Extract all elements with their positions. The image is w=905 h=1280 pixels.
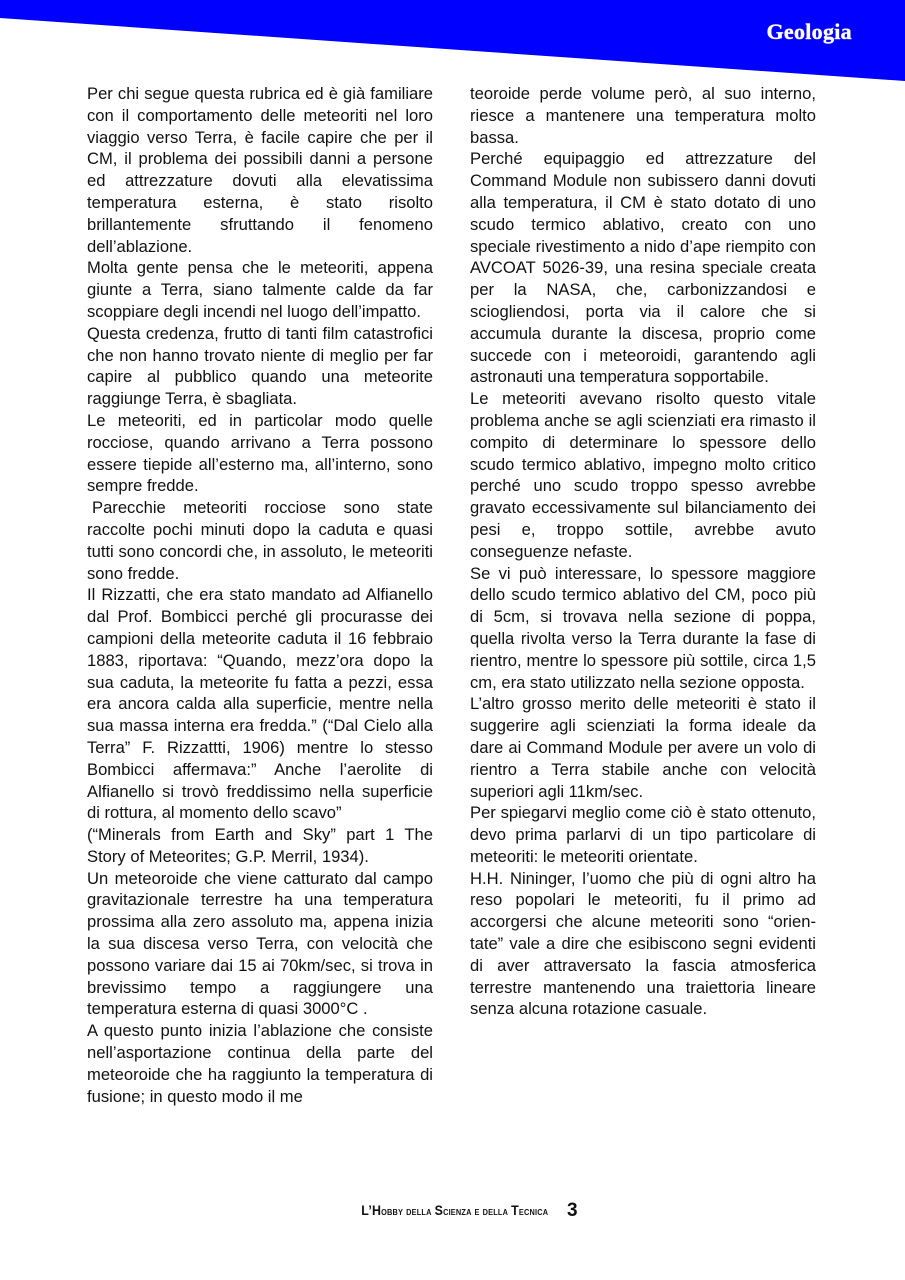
section-title: Geologia (766, 19, 852, 44)
article-column-right (470, 83, 816, 1020)
page-number: 3 (567, 1200, 578, 1221)
paragraph: Le meteoriti, ed in particolar modo quelle rocciose, quando arrivano a Terra possono essere tiepide all’esterno ma, all’interno, sono sempre fredde. (87, 410, 433, 496)
article-column-left (87, 83, 433, 1107)
paragraph: Per chi segue questa rubrica ed è già familiare con il comportamento delle meteoriti nel loro viaggio verso Terra, è facile capire che per il CM, il problema dei possibili danni a persone ed attrezzature dovuti alla elevatissima temperatura esterna, è stato risolto brillantemente sfruttando il fenomeno dell’ablazione. (87, 84, 433, 256)
paragraph: Per spiegarvi meglio come ciò è stato ottenuto, devo prima parlarvi di un tipo particolare di meteoriti: le meteoriti orientate. (470, 803, 816, 866)
publication-title: L’Hobby della Scienza e della Tecnica (361, 1203, 549, 1218)
paragraph: Questa credenza, frutto di tanti film catastrofici che non hanno trovato niente di meglio per far capire al pubblico quando una meteorite raggiunge Terra, è sbagliata. (87, 323, 433, 409)
paragraph: L’altro grosso merito delle meteoriti è stato il suggerire agli scienziati la forma ideale da dare ai Command Module per avere un volo di rientro a Terra stabile anche con velocità superiori agli 11km/sec. (470, 694, 816, 801)
paragraph: Perché equipaggio ed attrezzature del Command Module non subissero danni dovuti alla temperatura, il CM è stato dotato di uno scudo termico ablativo, creato con uno speciale rivestimento a nido d’ape riempito con AVCOAT 5026-39, una resina speciale creata per la NASA, che, carbonizzandosi e sciogliendosi, porta via il calore che si accumula durante la discesa, proprio come succede con i meteoroidi, garantendo agli astronauti una temperatura sopportabile. (470, 149, 816, 387)
paragraph: Se vi può interessare, lo spessore maggiore dello scudo termico ablativo del CM, poco più di 5cm, si trovava nella sezione di poppa, quella rivolta verso la Terra durante la fase di rientro, mentre lo spessore più sottile, circa 1,5 cm, era stato utilizzato nella sezione opposta. (470, 563, 816, 692)
paragraph: Un meteoroide che viene catturato dal campo gravitazionale terrestre ha una temperatura prossima alla zero assoluto ma, appena inizia la sua discesa verso Terra, con velocità che possono variare dai 15 ai 70km/sec, si trova in brevissimo tempo a raggiungere una temperatura esterna di quasi 3000°C . (87, 868, 433, 1019)
page-footer (0, 1200, 905, 1222)
citation: (“Minerals from Earth and Sky” part 1 The Story of Meteorites; G.P. Merril, 1934). (87, 825, 433, 866)
paragraph: Le meteoriti avevano risolto questo vitale problema anche se agli scienziati era rimasto il compito di determinare lo spessore dello scudo termico ablativo, impegno molto critico perché uno scudo troppo spesso avrebbe gravato eccessivamente sul bilanciamento dei pesi e, troppo sottile, avrebbe avuto conseguenze nefaste. (470, 389, 816, 561)
paragraph: A questo punto inizia l’ablazione che consiste nell’asportazione continua della parte del meteoroide che ha raggiunto la temperatura di fusione; in questo modo il me (87, 1021, 433, 1106)
paragraph: Parecchie meteoriti rocciose sono state raccolte pochi minuti dopo la caduta e quasi tutti sono concordi che, in assoluto, le meteoriti sono fredde. (87, 498, 433, 583)
paragraph: H.H. Nininger, l’uomo che più di ogni altro ha reso popolari le meteoriti, fu il primo ad accorgersi che alcune meteoriti sono “orientate” vale a dire che esibiscono segni evidenti di aver attraversato la fascia atmosferica terrestre mantenendo una traiettoria lineare senza alcuna rotazione casuale. (470, 868, 816, 1019)
paragraph: teoroide perde volume però, al suo interno, riesce a mantenere una temperatura molto bassa. (470, 84, 816, 147)
paragraph: Il Rizzatti, che era stato mandato ad Alfianello dal Prof. Bombicci perché gli procurasse dei campioni della meteorite caduta il 16 febbraio 1883, riportava: “Quando, mezz’ora dopo la sua caduta, la meteorite fu fatta a pezzi, essa era ancora calda alla superficie, mentre nella sua massa interna era fredda.” (“Dal Cielo alla Terra” F. Rizzattti, 1906) mentre lo stesso Bombicci affermava:” Anche l’aerolite di Alfianello si trovò freddissimo nella superficie di rottura, al momento dello scavo” (87, 585, 433, 823)
paragraph: Molta gente pensa che le meteoriti, appena giunte a Terra, siano talmente calde da far scoppiare degli incendi nel luogo dell’impatto. (87, 258, 433, 321)
